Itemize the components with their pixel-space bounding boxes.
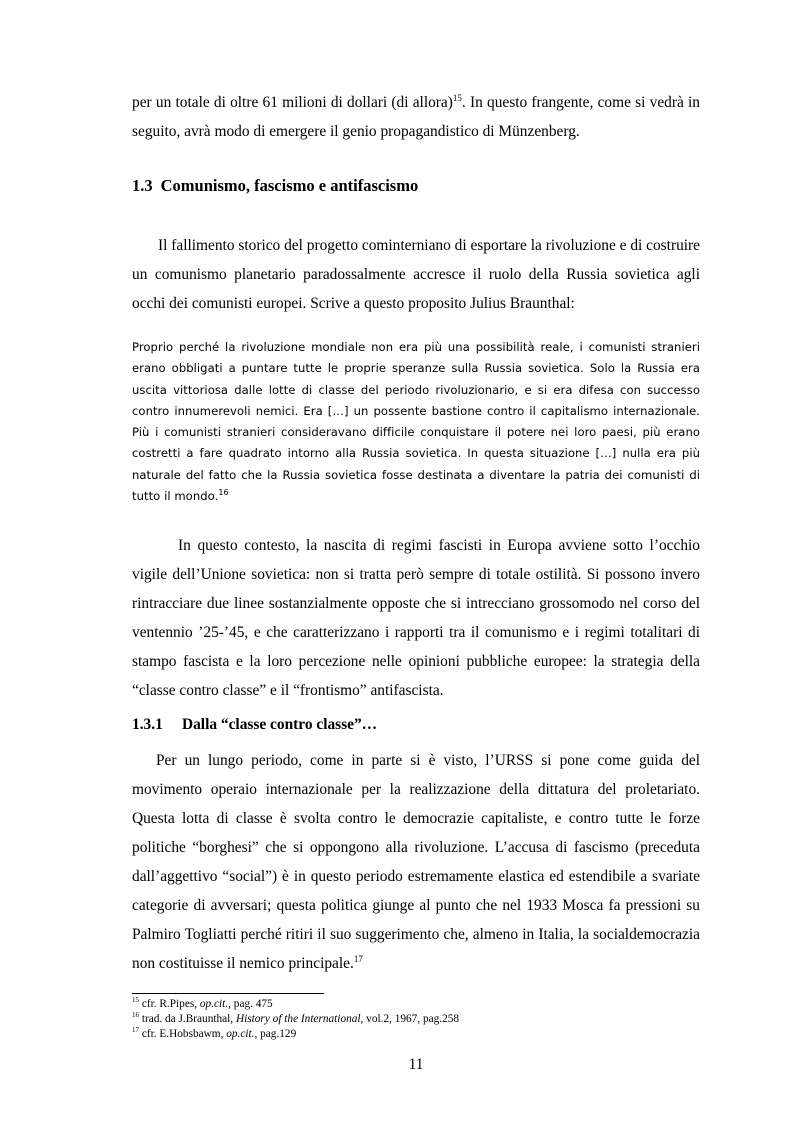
footnote-item: $^{16}$ trad. da J.Braunthal, History of the International, vol.2, 1967, pag.258 [132,1011,460,1025]
section-heading [132,176,418,196]
paragraph-class-struggle: Per un lungo periodo, come in parte si è visto, l’URSS si pone come guida del movimento operaio internazionale per la realizzazione della dittatura del proletariato. Questa lotta di classe è svolta contro le democrazie capitaliste, e contro tutte le forze politiche “borghesi” che si oppongono alla rivoluzione. L’accusa di fascismo (preceduta dall’aggettivo “social”) è in questo periodo estremamente elastica ed estendibile a svariate categorie di avversari; questa politica giunge al punto che nel 1933 Mosca fa pressioni su Palmiro Togliatti perché ritiri il suo suggerimento che, almeno in Italia, la socialdemocrazia non costituisse il nemico principale.$^{17}$ [132,752,700,972]
footnote-item: $^{17}$ cfr. E.Hobsbawm, op.cit., pag.129 [132,1026,297,1040]
footnote-ref-17[interactable]: 17 [353,953,363,964]
paragraph-continuation: per un totale di oltre 61 milioni di dollari (di allora)$^{15}$. In questo frangente, come si vedrà in seguito, avrà modo di emergere il genio propagandistico di Münzenberg. [132,92,700,140]
section-number: 1.3 [132,176,153,195]
footnote-ref-15[interactable]: 15 [452,92,462,103]
footnote-ref-16[interactable]: 16 [218,488,229,498]
paragraph-context: In questo contesto, la nascita di regimi fascisti in Europa avviene sotto l’occhio vigile dell’Unione sovietica: non si tratta però sempre di totale ostilità. Si possono invero rintracciare due linee sostanzialmente opposte che si intrecciano grossomodo nel corso del ventennio ’25-’45, e che caratterizzano i rapporti tra il comunismo e i regimi totalitari di stampo fascista e la loro percezione nelle opinioni pubbliche europee: la strategia della “classe contro classe” e il “frontismo” antifascista. [132,537,700,699]
paragraph-intro: Il fallimento storico del progetto cominterniano di esportare la rivoluzione e di costruire un comunismo planetario paradossalmente accresce il ruolo della Russia sovietica agli occhi dei comunisti europei. Scrive a questo proposito Julius Braunthal: [132,237,700,312]
subsection-title: Dalla “classe contro classe”… [182,716,378,733]
block-quote: Proprio perché la rivoluzione mondiale non era più una possibilità reale, i comunisti stranieri erano obbligati a puntare tutte le proprie speranze sulla Russia sovietica. Solo la Russia era uscita vittoriosa dalle lotte di classe del periodo rivoluzionario, e si era difesa con successo contro innumerevoli nemici. Era […] un possente bastione contro il capitalismo internazionale. Più i comunisti stranieri consideravano difficile conquistare il potere nei loro paesi, più erano costretti a fare quadrato intorno alla Russia sovietica. In questa situazione […] nulla era più naturale del fatto che la Russia sovietica fosse destinata a diventare la patria dei comunisti di tutto il mondo.$^{16}$ [132,340,700,504]
section-title: Comunismo, fascismo e antifascismo [160,176,419,195]
subsection-number: 1.3.1 [132,716,163,733]
subsection-heading [132,716,377,734]
footnote-item: $^{15}$ cfr. R.Pipes, op.cit., pag. 475 [132,996,273,1010]
footnote-divider [132,993,324,994]
footnotes [132,997,700,1042]
page-number: 11 [408,1056,424,1073]
